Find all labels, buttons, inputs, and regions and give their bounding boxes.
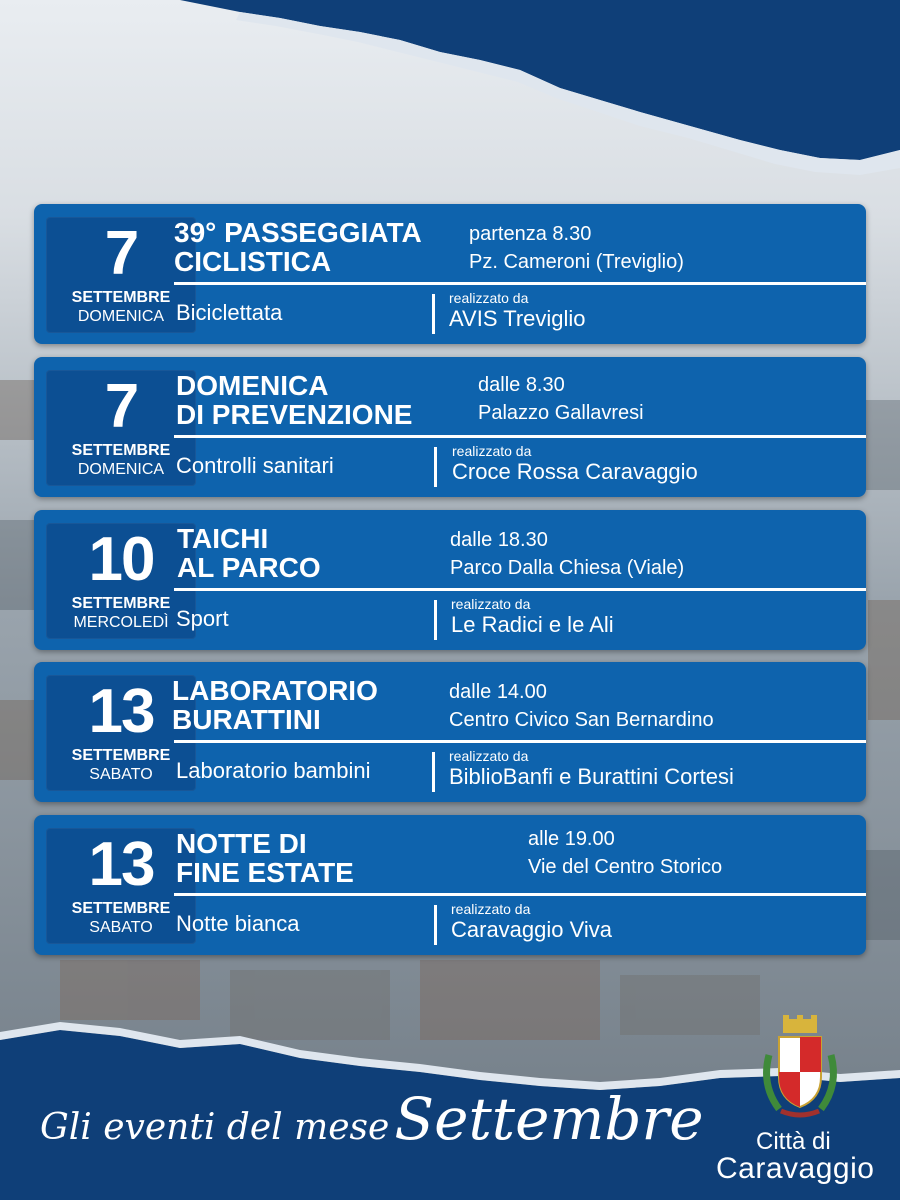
city-prefix: Città di: [756, 1128, 831, 1155]
event-day: 7: [104, 219, 138, 288]
organizer-label: realizzato da: [449, 748, 529, 764]
divider: [174, 588, 866, 591]
event-day: 10: [88, 525, 154, 594]
event-title-line2: BURATTINI: [172, 704, 321, 735]
event-place: Vie del Centro Storico: [528, 856, 723, 878]
event-place: Palazzo Gallavresi: [478, 402, 644, 424]
organizer-label: realizzato da: [449, 290, 529, 306]
event-month: SETTEMBRE: [71, 442, 171, 459]
event-when: [528, 825, 722, 881]
event-time: alle 19.00: [528, 828, 615, 850]
event-month: SETTEMBRE: [71, 747, 171, 764]
event-when: [478, 371, 644, 427]
divider: [174, 740, 866, 743]
event-title-line2: CICLISTICA: [174, 246, 332, 277]
event-category: Notte bianca: [176, 911, 300, 936]
event-when: [449, 678, 714, 734]
organizer-name: Le Radici e le Ali: [451, 612, 614, 637]
event-organizer: [452, 443, 698, 485]
event-title-line1: LABORATORIO: [172, 675, 378, 706]
event-weekday: DOMENICA: [77, 308, 165, 325]
event-title-line1: TAICHI: [177, 523, 269, 554]
event-organizer: [451, 596, 614, 638]
divider-vertical: [432, 294, 435, 334]
event-category: Laboratorio bambini: [176, 758, 371, 783]
event-card: [34, 510, 866, 650]
organizer-name: Croce Rossa Caravaggio: [452, 459, 698, 484]
event-category: Controlli sanitari: [176, 453, 334, 478]
event-title-line2: AL PARCO: [177, 552, 321, 583]
event-time: dalle 8.30: [478, 374, 565, 396]
organizer-name: AVIS Treviglio: [449, 306, 586, 331]
city-coat-of-arms-icon: [755, 1015, 845, 1125]
event-title-line1: 39° PASSEGGIATA: [174, 217, 422, 248]
event-when: [450, 526, 684, 582]
event-day: 7: [104, 372, 138, 441]
event-title-line2: FINE ESTATE: [176, 857, 354, 888]
event-title: [176, 829, 354, 887]
event-organizer: [451, 901, 612, 943]
event-day: 13: [88, 677, 154, 746]
divider-vertical: [434, 447, 437, 487]
date-box: [46, 370, 196, 486]
event-day: 13: [88, 830, 154, 899]
date-box: [46, 523, 196, 639]
organizer-name: Caravaggio Viva: [451, 917, 613, 942]
event-month: SETTEMBRE: [71, 900, 171, 917]
event-month: SETTEMBRE: [71, 595, 171, 612]
event-place: Pz. Cameroni (Treviglio): [469, 251, 684, 273]
event-title-line1: NOTTE DI: [176, 828, 307, 859]
event-weekday: DOMENICA: [77, 461, 165, 478]
event-title-line2: DI PREVENZIONE: [176, 399, 413, 430]
event-weekday: MERCOLEDÌ: [73, 614, 169, 631]
event-card: [34, 662, 866, 802]
event-card: [34, 204, 866, 344]
divider: [174, 893, 866, 896]
divider-vertical: [434, 905, 437, 945]
event-title: [172, 676, 378, 734]
event-organizer: [449, 290, 586, 332]
event-place: Parco Dalla Chiesa (Viale): [450, 557, 685, 579]
footer-title: [40, 1085, 704, 1153]
event-time: partenza 8.30: [469, 223, 592, 245]
organizer-label: realizzato da: [451, 901, 531, 917]
date-box: [46, 828, 196, 944]
event-place: Centro Civico San Bernardino: [449, 709, 714, 731]
event-weekday: SABATO: [89, 919, 153, 936]
event-title-line1: DOMENICA: [176, 370, 329, 401]
divider-vertical: [432, 752, 435, 792]
event-time: dalle 14.00: [449, 681, 547, 703]
event-weekday: SABATO: [89, 766, 153, 783]
event-category: Biciclettata: [176, 300, 283, 325]
divider: [174, 282, 866, 285]
footer-title-big: Settembre: [394, 1085, 704, 1153]
city-name: Caravaggio: [716, 1152, 875, 1185]
event-when: [469, 220, 684, 276]
divider-vertical: [434, 600, 437, 640]
event-title: [174, 218, 422, 276]
organizer-name: BiblioBanfi e Burattini Cortesi: [449, 764, 734, 789]
event-card: [34, 357, 866, 497]
event-organizer: [449, 748, 734, 790]
footer-title-small: Gli eventi del mese: [40, 1107, 390, 1148]
divider: [174, 435, 866, 438]
event-time: dalle 18.30: [450, 529, 548, 551]
event-category: Sport: [176, 606, 229, 631]
organizer-label: realizzato da: [452, 443, 532, 459]
event-month: SETTEMBRE: [71, 289, 171, 306]
event-card: [34, 815, 866, 955]
event-title: [177, 524, 321, 582]
organizer-label: realizzato da: [451, 596, 531, 612]
event-title: [176, 371, 412, 429]
